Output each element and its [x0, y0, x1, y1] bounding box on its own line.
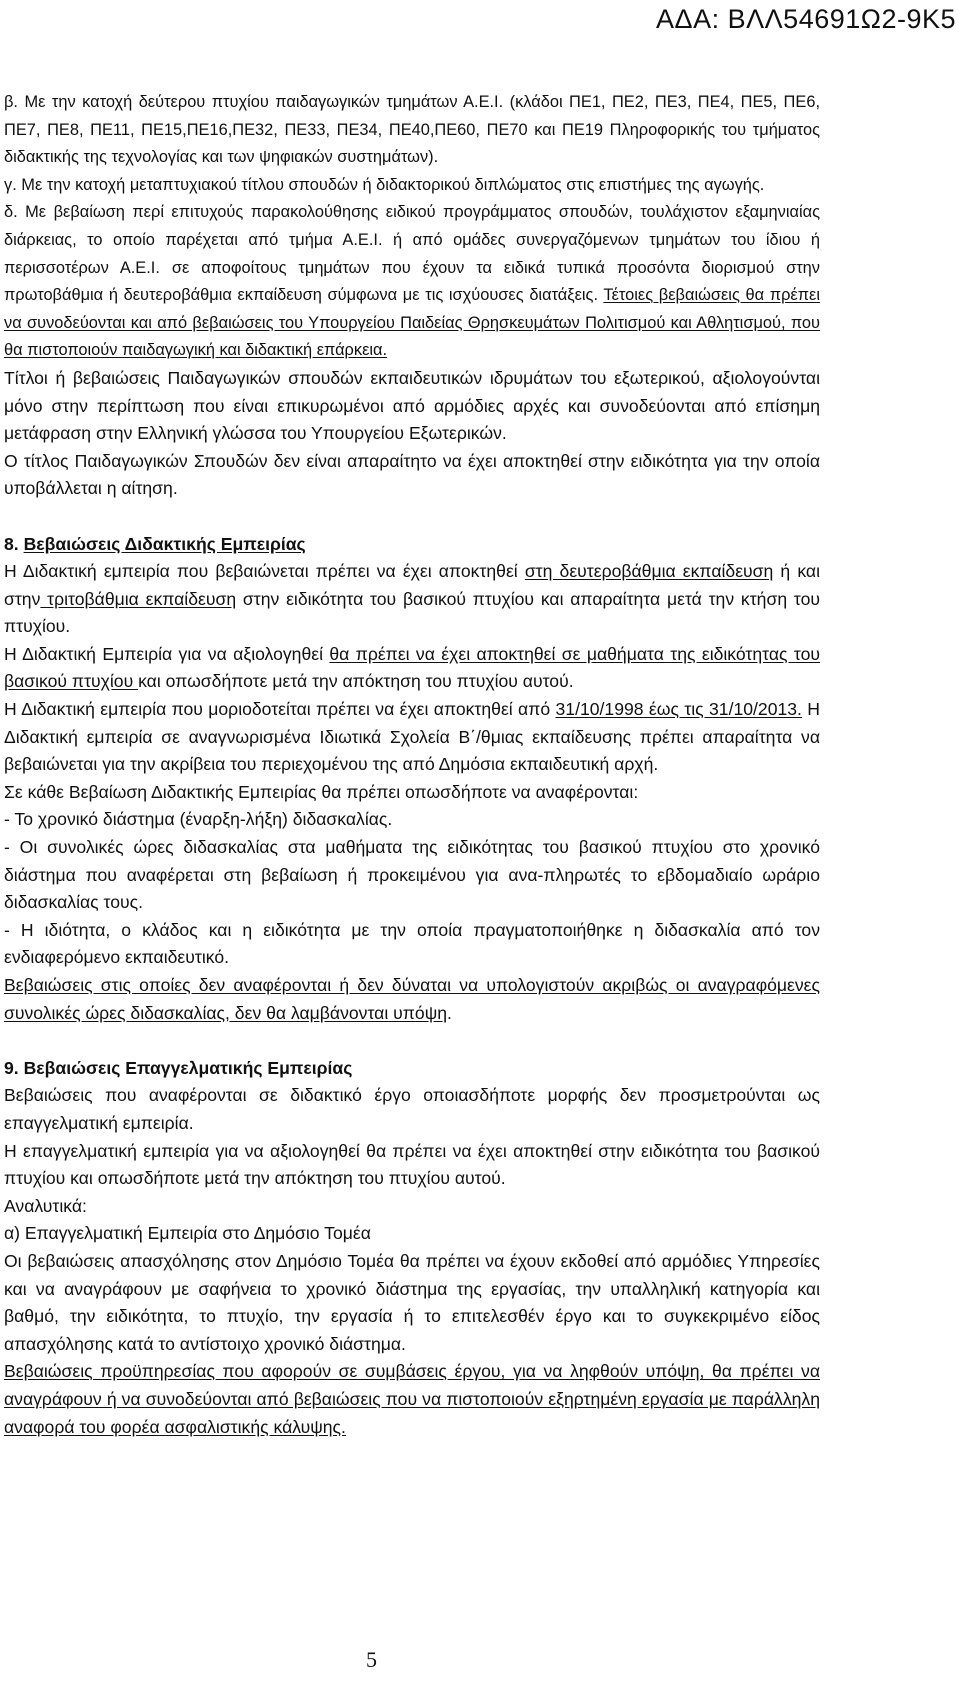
s8-p1-text-a: Η Διδακτική εμπειρία που βεβαιώνεται πρέπει να έχει αποκτηθεί [4, 561, 525, 582]
section-8-heading [4, 531, 820, 559]
s8-p3-text-b: Η Διδακτική εμπειρία σε αναγνωρισμένα Ιδιωτικά Σχολεία Β΄/θμιας εκπαίδευσης πρέπει απαραίτητα να βεβαιώνεται για την ακρίβεια του περιεχομένου της από Δημόσια εκπαιδευτική αρχή. [4, 699, 821, 775]
list-item-d-underlined: Τέτοιες βεβαιώσεις θα πρέπει να συνοδεύονται και από βεβαιώσεις του Υπουργείου Παιδείας Θρησκευμάτων Πολιτισμού και Αθλητισμού, που θα πιστοποιούν παιδαγωγική και διδακτική επάρκεια. [4, 286, 820, 360]
s8-p1-underline-2: τριτοβάθμια εκπαίδευση [40, 588, 237, 609]
spacer [4, 1027, 820, 1055]
list-item-d [4, 199, 820, 365]
s8-p1-underline-1: στη δευτεροβάθμια εκπαίδευση [524, 561, 774, 582]
section-8-paragraph-2 [4, 641, 820, 696]
section-8-warning [4, 972, 820, 1027]
paragraph-foreign-titles: Τίτλοι ή βεβαιώσεις Παιδαγωγικών σπουδών εκπαιδευτικών ιδρυμάτων του εξωτερικού, αξιολογούνται μόνο στην περίπτωση που είναι επικυρωμένοι από αρμόδιες αρχές και συνοδεύονται από επίσημη μετάφραση στην Ελληνική γλώσσα του Υπουργείου Εξωτερικών. [4, 367, 820, 444]
s9-p4-underline: Βεβαιώσεις προϋπηρεσίας που αφορούν σε συμβάσεις έργου, για να ληφθούν υπόψη, θα πρέπει να αναγράφουν ή να συνοδεύονται από βεβαιώσεις που να πιστοποιούν εξηρτημένη εργασία με παράλληλη αναφορά του φορέα ασφαλιστικής κάλυψης. [4, 1361, 820, 1437]
ada-code: ΑΔΑ: ΒΛΛ54691Ω2-9Κ5 [656, 4, 956, 34]
section-8-bullet-1: - Το χρονικό διάστημα (έναρξη-λήξη) διδασκαλίας. [4, 809, 393, 830]
list-item-g: γ. Με την κατοχή μεταπτυχιακού τίτλου σπουδών ή διδακτορικού διπλώματος στις επιστήμες της αγωγής. [4, 175, 765, 194]
s8-p3-text-a: Η Διδακτική εμπειρία που μοριοδοτείται πρέπει να έχει αποκτηθεί από [4, 699, 556, 720]
section-9-paragraph-4 [4, 1358, 820, 1441]
section-9-number: 9. [4, 1057, 19, 1078]
s8-p2-text-a: Η Διδακτική Εμπειρία για να αξιολογηθεί [4, 643, 330, 664]
section-8-title: Βεβαιώσεις Διδακτικής Εμπειρίας [23, 533, 306, 554]
section-8-paragraph-3 [4, 696, 820, 779]
section-9-paragraph-1: Βεβαιώσεις που αναφέρονται σε διδακτικό έργο οποιασδήποτε μορφής δεν προσμετρούνται ως επαγγελματική εμπειρία. [4, 1085, 820, 1133]
s8-p2-underline: θα πρέπει να έχει αποκτηθεί σε μαθήματα της ειδικότητας του βασικού πτυχίου [4, 643, 820, 692]
paragraph-not-required: Ο τίτλος Παιδαγωγικών Σπουδών δεν είναι απαραίτητο να έχει αποκτηθεί στην ειδικότητα για την οποία υποβάλλεται η αίτηση. [4, 450, 820, 499]
s8-warning-end: . [447, 1002, 452, 1023]
spacer [4, 503, 820, 531]
s8-warning-underline: Βεβαιώσεις στις οποίες δεν αναφέρονται ή δεν δύναται να υπολογιστούν ακριβώς οι αναγραφόμενες συνολικές ώρες διδασκαλίας, δεν θα λαμβάνονται υπόψη [4, 975, 820, 1023]
section-9-paragraph-2: Η επαγγελματική εμπειρία για να αξιολογηθεί θα πρέπει να έχει αποκτηθεί στην ειδικότητα του βασικού πτυχίου και οπωσδήποτε μετά την απόκτηση του πτυχίου αυτού. [4, 1140, 820, 1189]
s8-p3-underline: 31/10/1998 έως τις 31/10/2013. [555, 699, 802, 720]
section-9-subheading-a: α) Επαγγελματική Εμπειρία στο Δημόσιο Τομέα [4, 1223, 371, 1244]
section-8-bullet-2: - Οι συνολικές ώρες διδασκαλίας στα μαθήματα της ειδικότητας του βασικού πτυχίου στο χρονικό διάστημα που αναφέρεται στη βεβαίωση ή προκειμένου για ανα-πληρωτές το εβδομαδιαίο ωράριο διδασκαλίας τους. [4, 837, 820, 913]
section-9-analytics-label: Αναλυτικά: [4, 1195, 87, 1216]
section-8-paragraph-4: Σε κάθε Βεβαίωση Διδακτικής Εμπειρίας θα πρέπει οπωσδήποτε να αναφέρονται: [4, 781, 639, 802]
section-8-bullet-3: - Η ιδιότητα, ο κλάδος και η ειδικότητα με την οποία πραγματοποιήθηκε η διδασκαλία από τον ενδιαφερόμενο εκπαιδευτικό. [4, 919, 820, 968]
page-number: 5 [366, 1647, 377, 1672]
section-9-heading [4, 1055, 820, 1083]
list-item-b: β. Με την κατοχή δεύτερου πτυχίου παιδαγωγικών τμημάτων Α.Ε.Ι. (κλάδοι ΠΕ1, ΠΕ2, ΠΕ3, ΠΕ4, ΠΕ5, ΠΕ6, ΠΕ7, ΠΕ8, ΠΕ11, ΠΕ15,ΠΕ16,ΠΕ32, ΠΕ33, ΠΕ34, ΠΕ40,ΠΕ60, ΠΕ70 και ΠΕ19 Πληροφορικής του τμήματος διδακτικής της τεχνολογίας και των ψηφιακών συστημάτων). [4, 93, 820, 167]
section-9-title: Βεβαιώσεις Επαγγελματικής Εμπειρίας [23, 1057, 353, 1078]
s8-p2-text-b: και οπωσδήποτε μετά την απόκτηση του πτυχίου αυτού. [138, 671, 574, 692]
section-8-number: 8. [4, 533, 19, 554]
list-item-d-text: δ. Με βεβαίωση περί επιτυχούς παρακολούθησης ειδικού προγράμματος σπουδών, τουλάχιστον εξαμηνιαίας διάρκειας, το οποίο παρέχεται από τμήμα Α.Ε.Ι. ή από ομάδες συνεργαζόμενων τμημάτων του ίδιου ή περισσοτέρων Α.Ε.Ι. σε αποφοίτους τμημάτων που έχουν τα ειδικά τυπικά προσόντα διορισμού στην πρωτοβάθμια ή δευτεροβάθμια εκπαίδευση σύμφωνα με τις ισχύουσες διατάξεις. [4, 203, 820, 305]
s8-p1-text-c: στην ειδικότητα του βασικού πτυχίου και απαραίτητα μετά την κτήση του πτυχίου. [4, 588, 820, 637]
section-8-paragraph-1 [4, 558, 820, 641]
s8-p1-text-b: ή και στην [4, 561, 820, 609]
section-9-paragraph-3: Οι βεβαιώσεις απασχόλησης στον Δημόσιο Τομέα θα πρέπει να έχουν εκδοθεί από αρμόδιες Υπηρεσίες και να αναγράφουν με σαφήνεια το χρονικό διάστημα της εργασίας, την υπαλληλική κατηγορία και βαθμό, την ειδικότητα, το πτυχίο, την εργασία ή το επιτελεσθέν έργο και το συγκεκριμένο είδος απασχόλησης κατά το αντίστοιχο χρονικό διάστημα. [4, 1250, 820, 1354]
document-body [4, 89, 820, 1441]
